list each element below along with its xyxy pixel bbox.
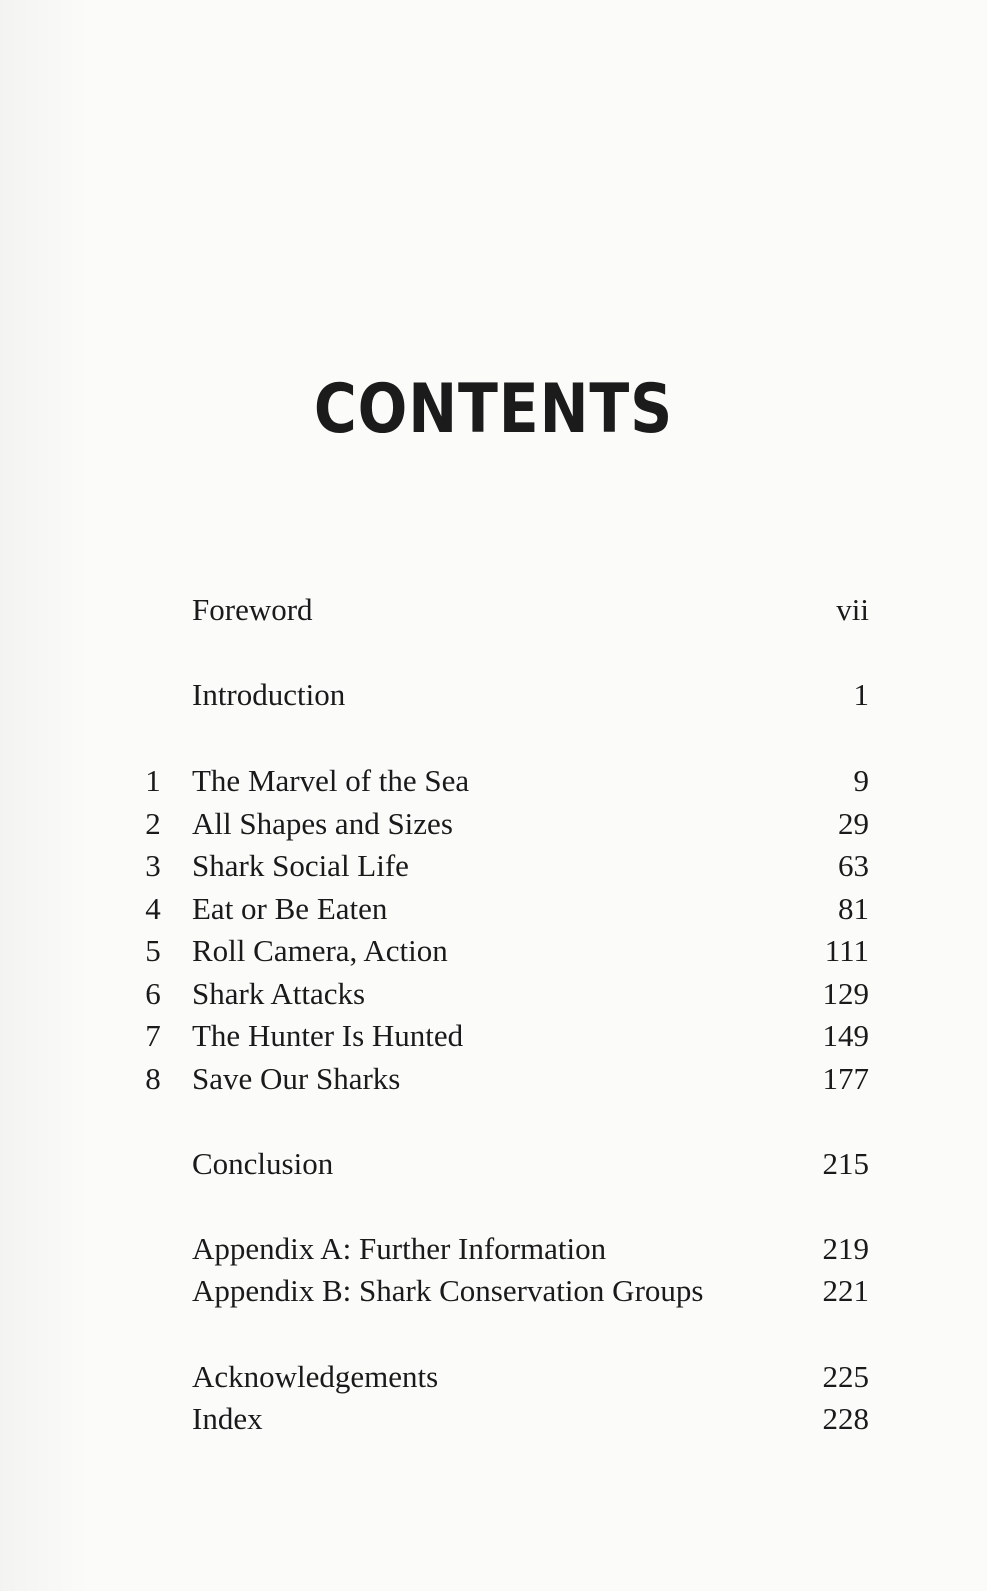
chapter-number: 1 [145, 763, 161, 798]
entry-title: Acknowledgements [192, 1359, 439, 1394]
entry-title: Index [192, 1401, 263, 1436]
entry-title: Foreword [192, 592, 313, 627]
chapter-number: 4 [145, 891, 161, 926]
toc-entry [0, 1144, 987, 1184]
page-number: 129 [822, 976, 869, 1011]
entry-title: Save Our Sharks [192, 1061, 401, 1096]
page-number: 219 [822, 1231, 869, 1266]
page-number: 29 [838, 806, 869, 841]
entry-title: Roll Camera, Action [192, 933, 448, 968]
page-number: 221 [822, 1273, 869, 1308]
entry-title: Shark Attacks [192, 976, 366, 1011]
page-number: 177 [822, 1061, 869, 1096]
toc-entry [0, 1399, 987, 1439]
page-number: 111 [824, 933, 869, 968]
page-number: 9 [853, 763, 869, 798]
toc-entry [0, 931, 987, 971]
toc-entry [0, 1059, 987, 1099]
page-number: 225 [822, 1359, 869, 1394]
page-number: 228 [822, 1401, 869, 1436]
entry-title: Shark Social Life [192, 848, 409, 883]
entry-title: Introduction [192, 677, 346, 712]
entry-title: The Hunter Is Hunted [192, 1018, 464, 1053]
toc-entry [0, 590, 987, 630]
entry-title: Appendix B: Shark Conservation Groups [192, 1273, 704, 1308]
entry-title: Eat or Be Eaten [192, 891, 388, 926]
chapter-number: 2 [145, 806, 161, 841]
toc-entry [0, 675, 987, 715]
toc-entry [0, 889, 987, 929]
toc-entry [0, 974, 987, 1014]
chapter-number: 5 [145, 933, 161, 968]
page-number: 215 [822, 1146, 869, 1181]
toc-entry [0, 804, 987, 844]
page-title: CONTENTS [313, 370, 674, 449]
chapter-number: 6 [145, 976, 161, 1011]
page-number: 81 [838, 891, 869, 926]
toc-entry [0, 1016, 987, 1056]
toc-entry [0, 1271, 987, 1311]
entry-title: Appendix A: Further Information [192, 1231, 607, 1266]
toc-entry [0, 846, 987, 886]
entry-title: All Shapes and Sizes [192, 806, 453, 841]
chapter-number: 7 [145, 1018, 161, 1053]
page-number: 149 [822, 1018, 869, 1053]
chapter-number: 8 [145, 1061, 161, 1096]
toc-entry [0, 761, 987, 801]
page-number: vii [836, 592, 869, 627]
chapter-number: 3 [145, 848, 161, 883]
entry-title: Conclusion [192, 1146, 334, 1181]
page-number: 1 [853, 677, 869, 712]
toc-entry [0, 1357, 987, 1397]
entry-title: The Marvel of the Sea [192, 763, 470, 798]
toc-entry [0, 1229, 987, 1269]
page-number: 63 [838, 848, 869, 883]
